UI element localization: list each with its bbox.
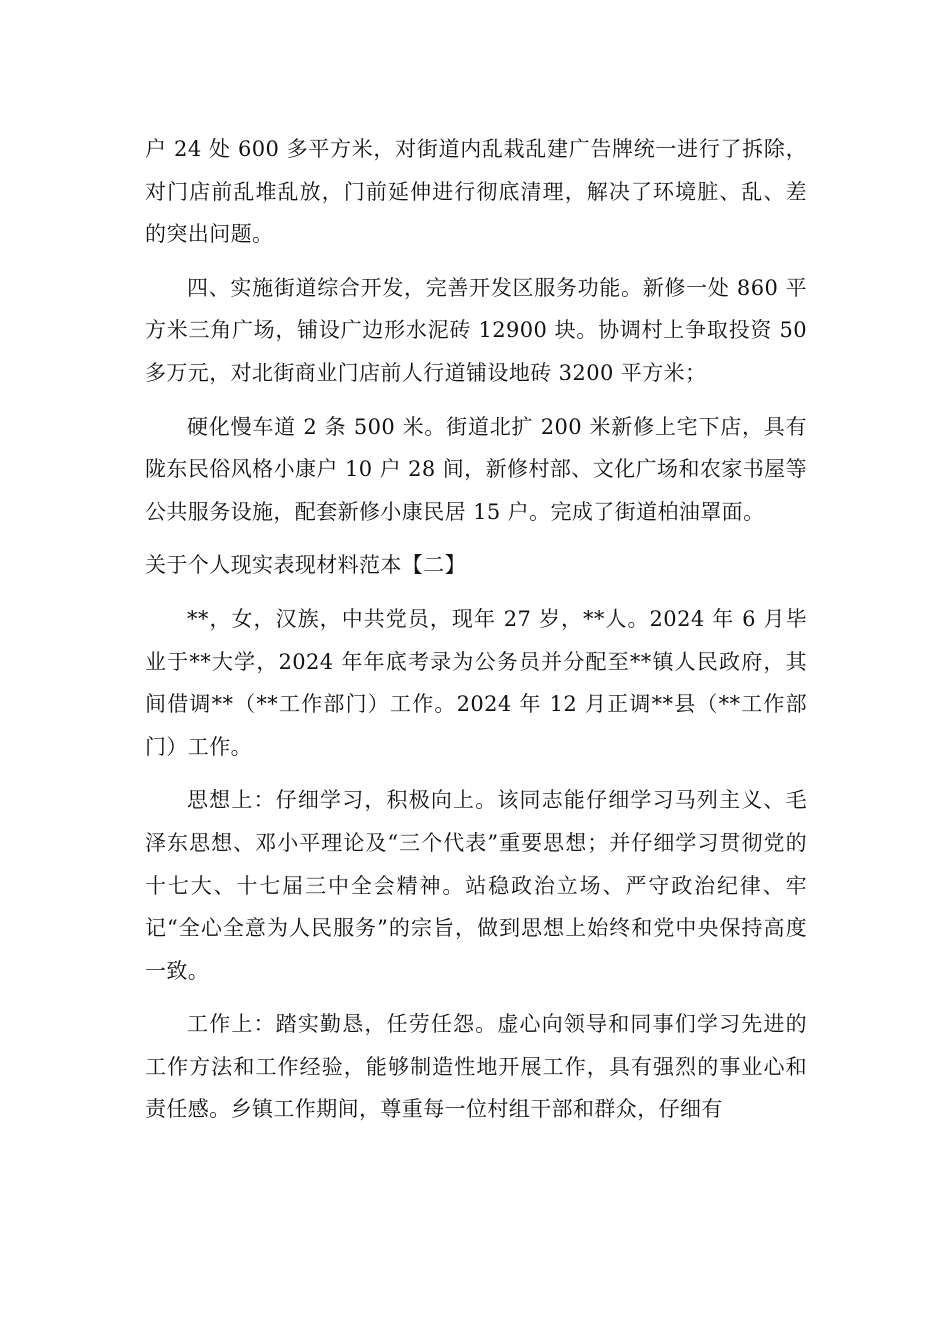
paragraph-continued: 户 24 处 600 多平方米，对街道内乱栽乱建广告牌统一进行了拆除，对门店前乱堆乱放，门前延伸进行彻底清理，解决了环境脏、乱、差的突出问题。	[145, 137, 807, 247]
section-heading: 关于个人现实表现材料范本【二】	[145, 553, 466, 578]
paragraph-section-four: 四、实施街道综合开发，完善开发区服务功能。新修一处 860 平方米三角广场，铺设广边形水泥砖 12900 块。协调村上争取投资 50 多万元，对北街商业门店前人行道铺设地砖 3200 平方米；	[145, 275, 807, 385]
paragraph-road-hardening: 硬化慢车道 2 条 500 米。街道北扩 200 米新修上宅下店，具有陇东民俗风格小康户 10 户 28 间，新修村部、文化广场和农家书屋等公共服务设施，配套新修小康民居 15 户。完成了街道柏油罩面。	[145, 414, 807, 524]
paragraph-work: 工作上：踏实勤恳，任劳任怨。虚心向领导和同事们学习先进的工作方法和工作经验，能够制造性地开展工作，具有强烈的事业心和责任感。乡镇工作期间，尊重每一位村组干部和群众，仔细有	[145, 1012, 807, 1122]
paragraph-personal-info: **，女，汉族，中共党员，现年 27 岁，**人。2024 年 6 月毕业于**大学，2024 年年底考录为公务员并分配至**镇人民政府，其间借调**（**工作部门）工作。2024 年 12 月正调**县（**工作部门）工作。	[145, 606, 807, 759]
document-body	[145, 128, 807, 1142]
paragraph-ideology: 思想上：仔细学习，积极向上。该同志能仔细学习马列主义、毛泽东思想、邓小平理论及“三个代表”重要思想；并仔细学习贯彻党的十七大、十七届三中全会精神。站稳政治立场、严守政治纪律、牢记“全心全意为人民服务”的宗旨，做到思想上始终和党中央保持高度一致。	[145, 788, 807, 983]
